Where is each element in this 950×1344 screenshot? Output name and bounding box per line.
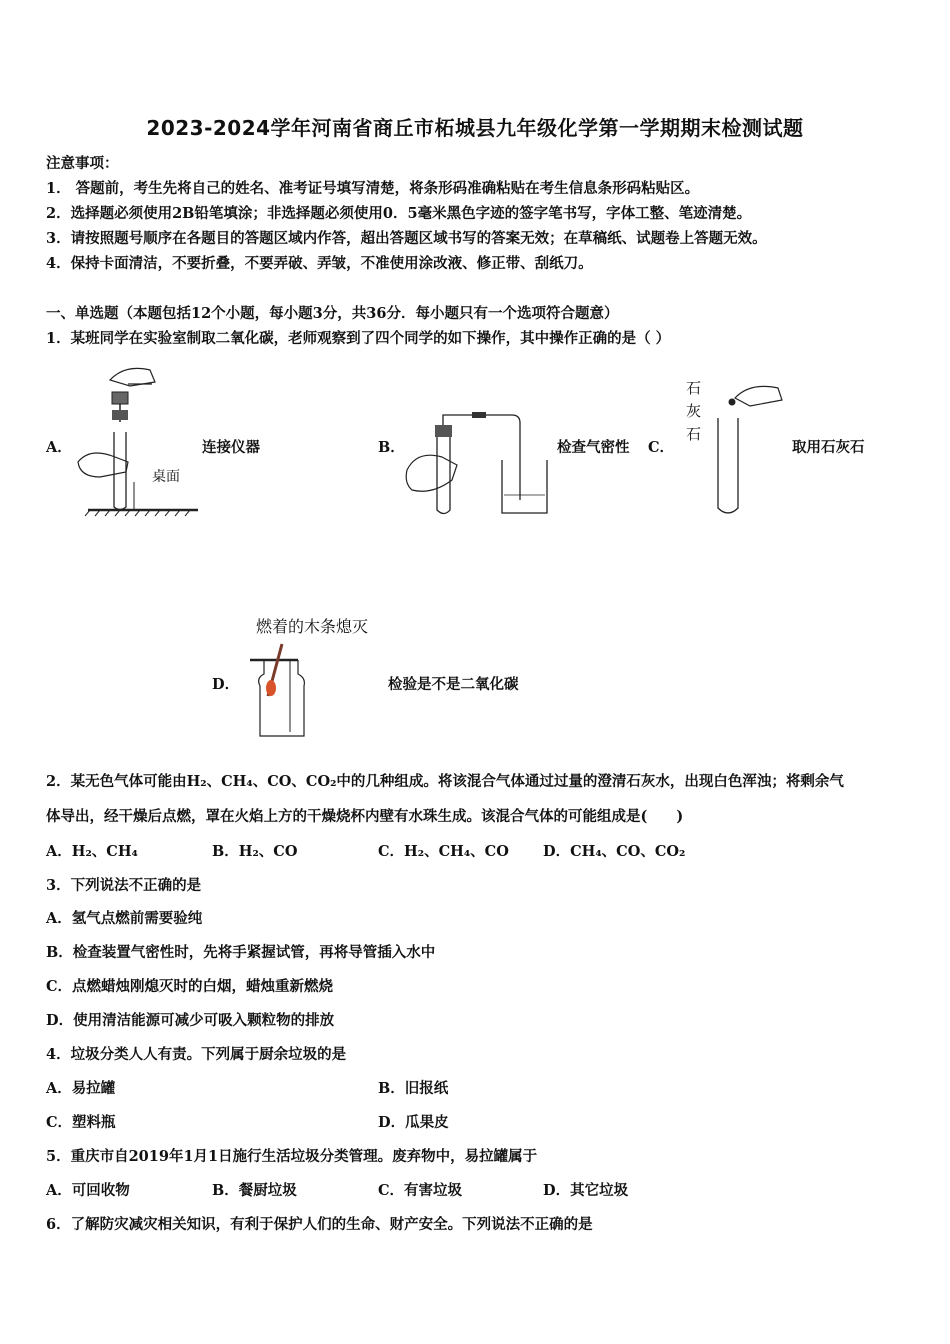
question-4-stem: 4．垃圾分类人人有责。下列属于厨余垃圾的是	[46, 1046, 347, 1063]
q1-figure-c-label: 石	[686, 379, 702, 397]
page-title: 2023-2024学年河南省商丘市柘城县九年级化学第一学期期末检测试题	[146, 116, 804, 140]
q1-option-b-caption: 检查气密性	[557, 439, 630, 456]
q3-option: D．使用清洁能源可减少可吸入颗粒物的排放	[46, 1012, 335, 1029]
notice-item: 2．选择题必须使用2B铅笔填涂；非选择题必须使用0．5毫米黑色字迹的签字笔书写，字体工整、笔迹清楚。	[46, 205, 752, 222]
q1-figure-c	[710, 378, 790, 518]
q4-option: D．瓜果皮	[378, 1114, 449, 1131]
q2-option: D．CH₄、CO、CO₂	[543, 843, 686, 860]
q1-option-d-letter: D．	[212, 676, 240, 693]
question-6-stem: 6．了解防灾减灾相关知识，有利于保护人们的生命、财产安全。下列说法不正确的是	[46, 1216, 593, 1233]
question-1-stem: 1．某班同学在实验室制取二氧化碳，老师观察到了四个同学的如下操作，其中操作正确的是（ ）	[46, 330, 671, 347]
q1-option-c-letter: C．	[648, 439, 675, 456]
q3-option: A．氢气点燃前需要验纯	[46, 910, 203, 927]
notice-item: 1． 答题前，考生先将自己的姓名、准考证号填写清楚，将条形码准确粘贴在考生信息条形码粘贴区。	[46, 180, 700, 197]
q1-figure-a-label: 桌面	[152, 469, 180, 485]
q1-figure-c-label: 石	[686, 425, 702, 443]
q5-option: B．餐厨垃圾	[212, 1182, 297, 1199]
notice-item: 3．请按照题号顺序在各题目的答题区域内作答，超出答题区域书写的答案无效；在草稿纸、试题卷上答题无效。	[46, 230, 767, 247]
q4-option: B．旧报纸	[378, 1080, 449, 1097]
question-2-stem: 2．某无色气体可能由H₂、CH₄、CO、CO₂中的几种组成。将该混合气体通过过量的澄清石灰水，出现白色浑浊；将剩余气	[46, 773, 844, 790]
notice-item: 4．保持卡面清洁，不要折叠，不要弄破、弄皱，不准使用涂改液、修正带、刮纸刀。	[46, 255, 593, 272]
q1-figure-d-label: 燃着的木条熄灭	[256, 617, 369, 636]
q5-option: D．其它垃圾	[543, 1182, 629, 1199]
q1-option-a-letter: A．	[46, 439, 72, 456]
q1-figure-a	[70, 362, 205, 517]
q4-option: A．易拉罐	[46, 1080, 116, 1097]
q5-option: C．有害垃圾	[378, 1182, 463, 1199]
q3-option: B．检查装置气密性时，先将手紧握试管，再将导管插入水中	[46, 944, 436, 961]
q1-option-b-letter: B．	[378, 439, 405, 456]
q1-figure-c-label: 灰	[686, 402, 702, 420]
q5-option: A．可回收物	[46, 1182, 130, 1199]
q2-option: C．H₂、CH₄、CO	[378, 843, 509, 860]
question-2-stem: 体导出，经干燥后点燃，罩在火焰上方的干燥烧杯内壁有水珠生成。该混合气体的可能组成是( )	[46, 808, 684, 825]
question-3-stem: 3．下列说法不正确的是	[46, 877, 202, 894]
section-heading: 一、单选题（本题包括12个小题，每小题3分，共36分．每小题只有一个选项符合题意）	[46, 305, 619, 322]
q2-option: A．H₂、CH₄	[46, 843, 138, 860]
q2-option: B．H₂、CO	[212, 843, 298, 860]
q1-figure-d	[246, 636, 316, 740]
q1-option-a-caption: 连接仪器	[202, 439, 260, 456]
q4-option: C．塑料瓶	[46, 1114, 116, 1131]
q1-figure-b	[402, 405, 552, 520]
notice-heading: 注意事项：	[46, 155, 119, 172]
question-5-stem: 5．重庆市自2019年1月1日施行生活垃圾分类管理。废弃物中，易拉罐属于	[46, 1148, 538, 1165]
q3-option: C．点燃蜡烛刚熄灭时的白烟，蜡烛重新燃烧	[46, 978, 334, 995]
q1-option-c-caption: 取用石灰石	[792, 439, 865, 456]
q1-option-d-caption: 检验是不是二氧化碳	[388, 676, 519, 693]
